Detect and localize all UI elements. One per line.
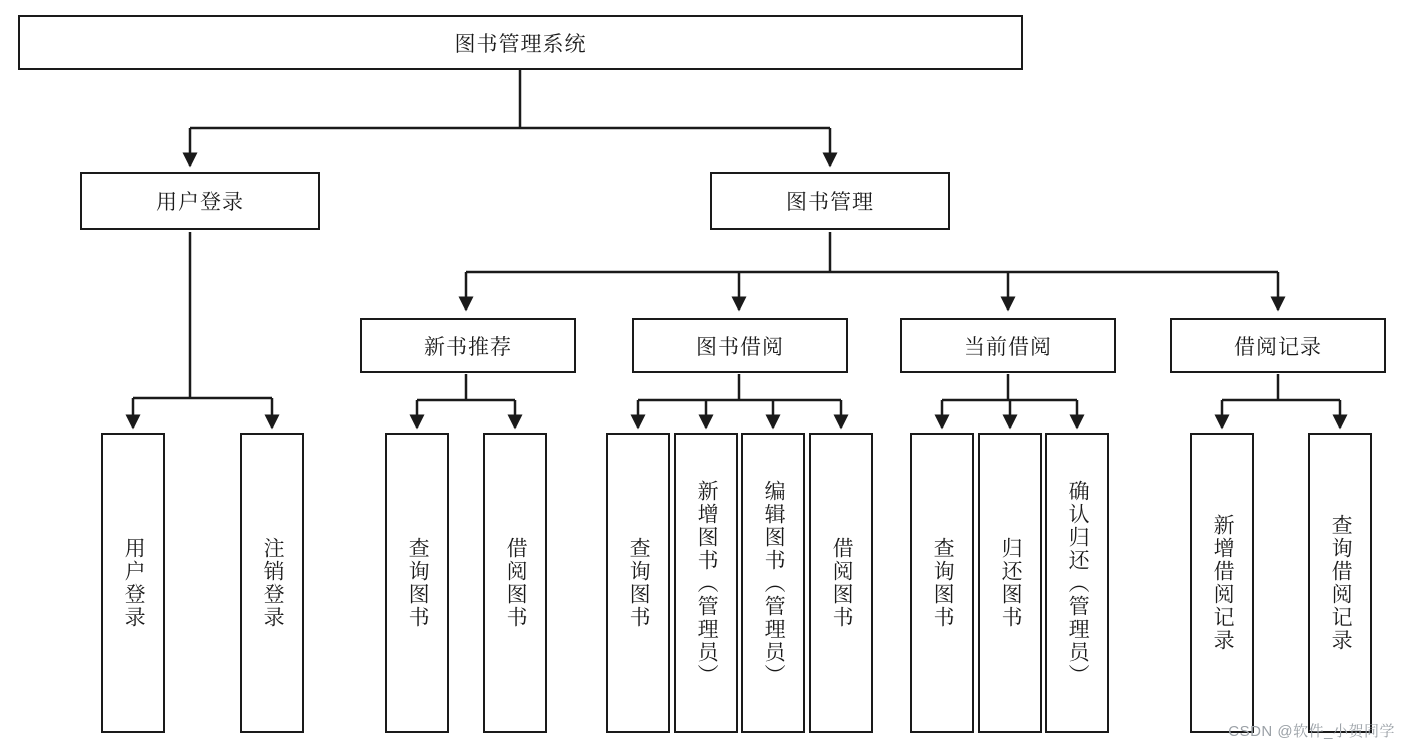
node-book-management: 图书管理 [710,172,950,230]
leaf-confirm-return-admin: 确认归还（管理员） [1045,433,1109,733]
leaf-borrow-book-new: 借阅图书 [483,433,547,733]
leaf-query-borrow-record: 查询借阅记录 [1308,433,1372,733]
leaf-query-book-new: 查询图书 [385,433,449,733]
leaf-logout: 注销登录 [240,433,304,733]
node-user-login: 用户登录 [80,172,320,230]
node-book-borrow: 图书借阅 [632,318,848,373]
leaf-user-login: 用户登录 [101,433,165,733]
node-root: 图书管理系统 [18,15,1023,70]
node-new-book-recommend: 新书推荐 [360,318,576,373]
leaf-add-borrow-record: 新增借阅记录 [1190,433,1254,733]
leaf-add-book-admin: 新增图书（管理员） [674,433,738,733]
node-borrow-records: 借阅记录 [1170,318,1386,373]
leaf-query-book-current: 查询图书 [910,433,974,733]
leaf-borrow-book: 借阅图书 [809,433,873,733]
leaf-return-book: 归还图书 [978,433,1042,733]
leaf-query-book-borrow: 查询图书 [606,433,670,733]
leaf-edit-book-admin: 编辑图书（管理员） [741,433,805,733]
node-current-borrow: 当前借阅 [900,318,1116,373]
watermark: CSDN @软件_小贺同学 [1228,723,1395,740]
